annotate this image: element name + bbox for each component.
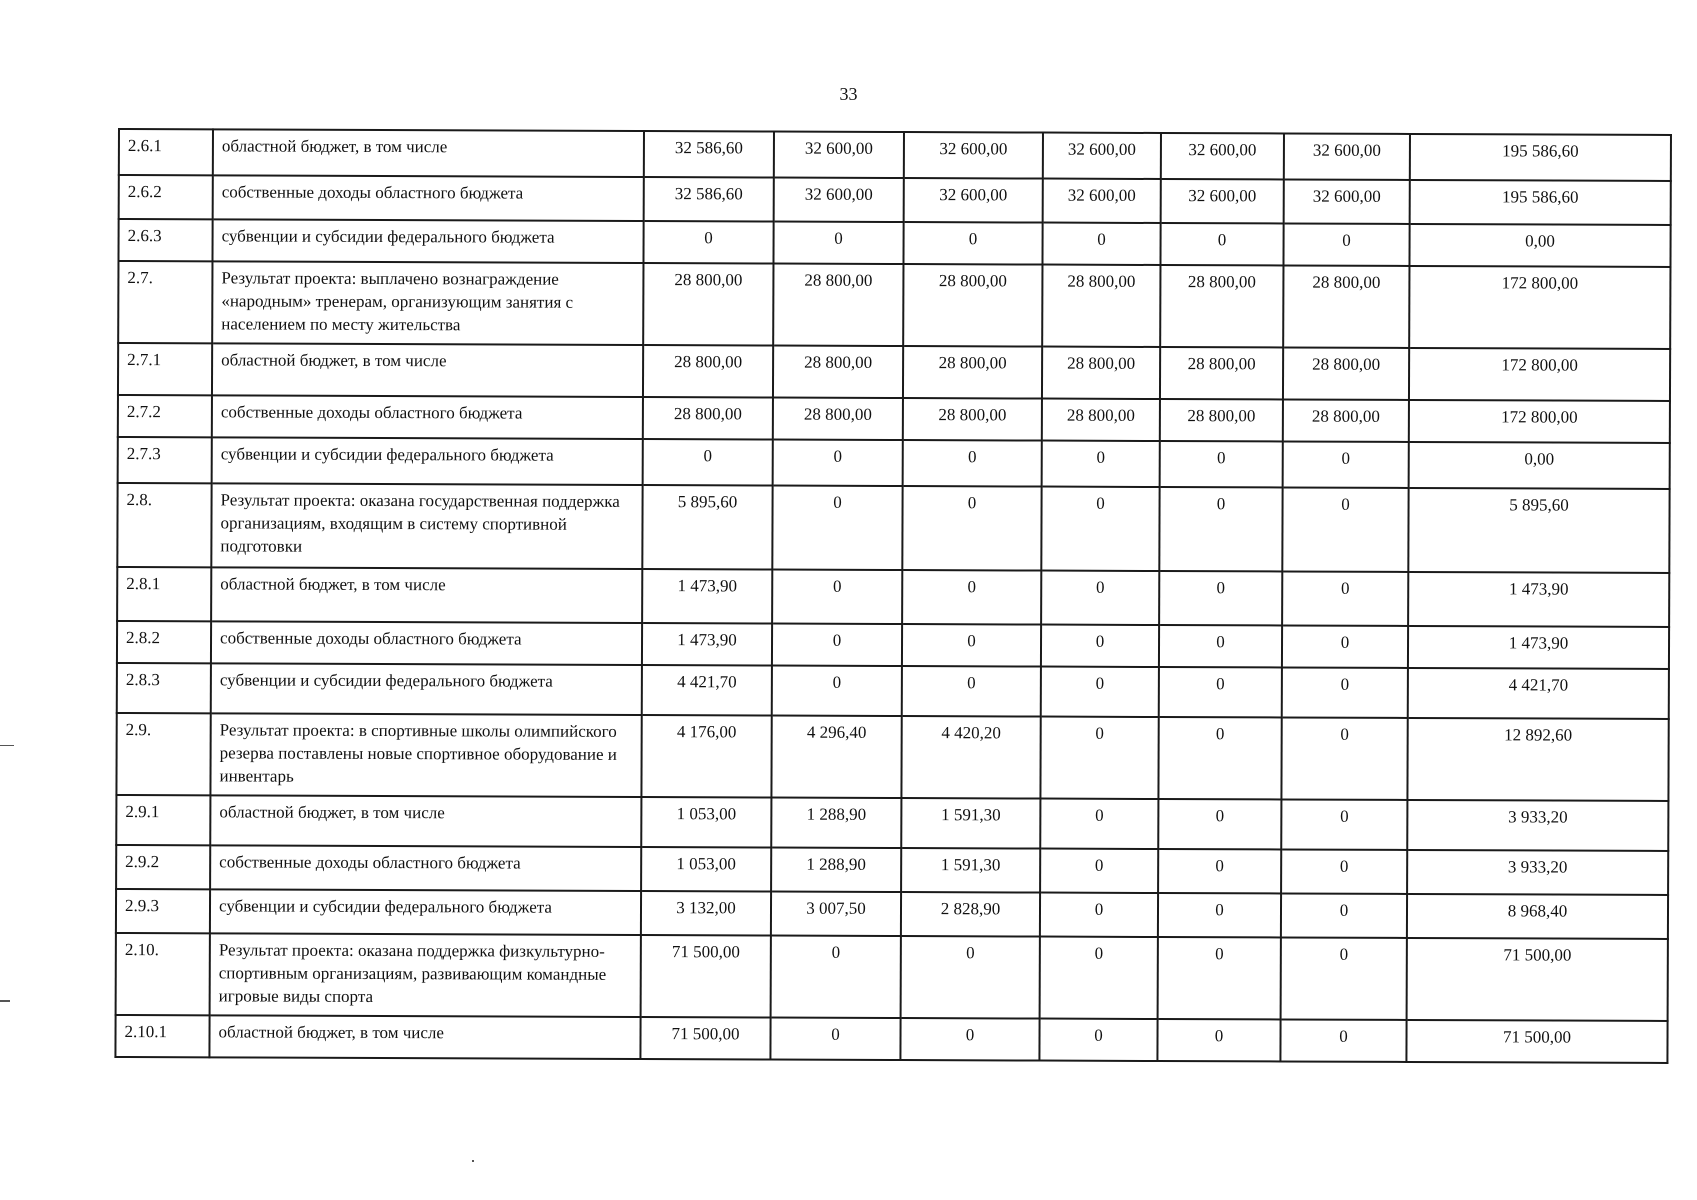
row-value: 28 800,00 [1283, 347, 1409, 399]
budget-table [114, 128, 1672, 1064]
row-value: 0 [772, 624, 902, 666]
table-row [118, 261, 1670, 349]
row-description: Результат проекта: выплачено вознаграждение «народным» тренерам, организующим занятия с населением по месту жительства [212, 261, 643, 345]
row-total-value: 0,00 [1409, 224, 1670, 267]
row-value: 32 600,00 [904, 132, 1043, 179]
row-value: 0 [1158, 893, 1281, 937]
row-value: 32 586,60 [644, 131, 774, 177]
row-code: 2.6.2 [119, 175, 213, 219]
row-description: Результат проекта: в спортивные школы олимпийского резерва поставлены новые спортивное оборудование и инвентарь [210, 713, 641, 797]
row-code: 2.8. [117, 483, 211, 567]
row-value: 1 591,30 [901, 798, 1040, 849]
row-value: 0 [902, 666, 1041, 717]
row-value: 0 [1282, 571, 1408, 625]
row-value: 0 [1041, 571, 1159, 625]
row-value: 71 500,00 [641, 935, 771, 1017]
row-value: 0 [772, 666, 902, 716]
table-row [116, 713, 1668, 801]
row-value: 0 [772, 570, 902, 624]
row-value: 28 800,00 [773, 398, 903, 440]
row-description: собственные доходы областного бюджета [211, 621, 642, 665]
row-code: 2.7. [118, 261, 212, 343]
row-value: 0 [1039, 1019, 1157, 1061]
row-value: 0 [902, 624, 1041, 667]
row-value: 28 800,00 [1042, 399, 1160, 441]
page-number: 33 [839, 84, 858, 104]
row-value: 28 800,00 [1160, 399, 1283, 441]
row-description: областной бюджет, в том числе [213, 129, 644, 177]
row-value: 0 [1283, 223, 1409, 265]
row-value: 0 [1282, 667, 1408, 717]
row-value: 0 [770, 1018, 900, 1060]
row-code: 2.8.2 [117, 621, 211, 663]
row-value: 0 [1280, 1019, 1406, 1061]
row-value: 71 500,00 [640, 1017, 770, 1059]
row-code: 2.10.1 [115, 1015, 209, 1057]
row-value: 0 [1281, 717, 1407, 799]
row-value: 0 [1040, 717, 1158, 799]
row-value: 0 [1281, 799, 1407, 849]
row-total-value: 195 586,60 [1410, 180, 1671, 225]
row-value: 0 [1042, 223, 1160, 265]
row-total-value: 4 421,70 [1408, 668, 1669, 719]
scan-mark [472, 1160, 474, 1162]
row-code: 2.6.1 [119, 129, 213, 175]
row-value: 0 [1159, 571, 1282, 625]
row-value: 0 [643, 439, 773, 485]
row-value: 28 800,00 [773, 264, 903, 346]
row-description: собственные доходы областного бюджета [213, 175, 644, 221]
table-row [117, 567, 1669, 627]
row-code: 2.7.1 [118, 343, 212, 395]
row-value: 0 [902, 486, 1041, 571]
row-value: 0 [1159, 667, 1282, 717]
table-row [116, 845, 1668, 895]
row-total-value: 172 800,00 [1409, 348, 1670, 401]
table-row [119, 175, 1671, 225]
row-value: 32 600,00 [1161, 179, 1284, 223]
row-value: 28 800,00 [643, 397, 773, 439]
table-row [116, 795, 1668, 851]
row-value: 28 800,00 [773, 346, 903, 398]
row-value: 0 [1282, 487, 1408, 571]
row-value: 0 [1281, 937, 1407, 1019]
row-value: 1 473,90 [642, 569, 772, 623]
row-value: 0 [1160, 441, 1283, 487]
row-value: 0 [903, 440, 1042, 487]
row-value: 0 [1283, 441, 1409, 487]
row-value: 32 600,00 [1284, 179, 1410, 223]
row-value: 32 600,00 [1284, 133, 1410, 179]
row-value: 1 591,30 [901, 848, 1040, 893]
table-row [118, 219, 1670, 267]
row-value: 0 [1041, 487, 1159, 571]
row-description: субвенции и субсидии федерального бюджета [212, 219, 643, 263]
row-value: 1 288,90 [771, 798, 901, 848]
row-value: 28 800,00 [1042, 347, 1160, 399]
row-value: 0 [643, 221, 773, 263]
row-code: 2.7.2 [118, 395, 212, 437]
row-value: 28 800,00 [1160, 347, 1283, 399]
row-description: собственные доходы областного бюджета [210, 845, 641, 891]
table-row [116, 889, 1668, 939]
row-total-value: 172 800,00 [1409, 400, 1670, 443]
row-value: 0 [772, 486, 902, 570]
row-value: 28 800,00 [903, 346, 1042, 399]
row-description: областной бюджет, в том числе [211, 567, 642, 623]
row-value: 3 007,50 [771, 892, 901, 936]
row-total-value: 3 933,20 [1407, 800, 1668, 851]
row-value: 0 [1281, 893, 1407, 937]
row-value: 0 [903, 222, 1042, 265]
row-description: областной бюджет, в том числе [209, 1015, 640, 1059]
table-row [119, 129, 1671, 181]
row-value: 0 [1040, 893, 1158, 937]
row-value: 0 [1159, 487, 1282, 571]
row-description: областной бюджет, в том числе [210, 795, 641, 847]
row-value: 1 473,90 [642, 623, 772, 665]
row-value: 4 296,40 [771, 716, 901, 798]
row-value: 0 [773, 222, 903, 264]
row-value: 0 [900, 1018, 1039, 1061]
row-description: областной бюджет, в том числе [212, 343, 643, 397]
row-value: 28 800,00 [643, 345, 773, 397]
row-value: 32 600,00 [904, 178, 1043, 223]
row-total-value: 8 968,40 [1407, 894, 1668, 939]
row-value: 28 800,00 [903, 264, 1042, 347]
budget-table-sheet [114, 128, 1670, 1064]
row-code: 2.9.2 [116, 845, 210, 889]
row-total-value: 0,00 [1409, 442, 1670, 489]
row-value: 32 600,00 [774, 178, 904, 222]
row-description: Результат проекта: оказана государственная поддержка организациям, входящим в систему спортивной подготовки [211, 483, 642, 569]
table-row [115, 1015, 1667, 1063]
row-code: 2.9. [116, 713, 210, 795]
row-total-value: 195 586,60 [1410, 134, 1671, 181]
table-row [118, 343, 1670, 401]
row-code: 2.9.1 [116, 795, 210, 845]
row-total-value: 1 473,90 [1408, 572, 1669, 627]
row-code: 2.9.3 [116, 889, 210, 933]
row-value: 0 [1158, 849, 1281, 893]
row-value: 3 132,00 [641, 891, 771, 935]
row-value: 32 600,00 [1043, 179, 1161, 223]
row-value: 4 421,70 [642, 665, 772, 715]
row-value: 0 [1159, 625, 1282, 667]
row-value: 0 [1041, 625, 1159, 667]
row-value: 0 [1040, 849, 1158, 893]
table-row [118, 395, 1670, 443]
row-code: 2.8.1 [117, 567, 211, 621]
row-value: 1 053,00 [641, 797, 771, 847]
row-value: 0 [1282, 625, 1408, 667]
row-value: 1 288,90 [771, 848, 901, 892]
row-total-value: 12 892,60 [1407, 718, 1668, 801]
scan-mark [0, 745, 14, 746]
table-row [117, 483, 1669, 573]
row-value: 0 [1040, 937, 1158, 1019]
row-total-value: 172 800,00 [1409, 266, 1670, 349]
row-value: 5 895,60 [642, 485, 772, 569]
row-value: 0 [771, 936, 901, 1018]
row-value: 28 800,00 [1283, 265, 1409, 347]
row-total-value: 1 473,90 [1408, 626, 1669, 669]
row-value: 4 176,00 [641, 715, 771, 797]
row-value: 28 800,00 [903, 398, 1042, 441]
row-value: 0 [1281, 849, 1407, 893]
row-value: 0 [902, 570, 1041, 625]
row-description: собственные доходы областного бюджета [212, 395, 643, 439]
row-description: субвенции и субсидии федерального бюджета [211, 663, 642, 715]
row-description: субвенции и субсидии федерального бюджета [210, 889, 641, 935]
row-description: субвенции и субсидии федерального бюджета [212, 437, 643, 485]
row-value: 28 800,00 [1160, 265, 1283, 347]
row-code: 2.6.3 [118, 219, 212, 261]
table-row [117, 663, 1669, 719]
row-value: 32 600,00 [774, 132, 904, 178]
table-row [117, 621, 1669, 669]
row-total-value: 71 500,00 [1406, 1020, 1667, 1063]
row-value: 2 828,90 [901, 892, 1040, 937]
row-total-value: 3 933,20 [1407, 850, 1668, 895]
row-value: 0 [1158, 937, 1281, 1019]
table-row [118, 437, 1670, 489]
row-value: 32 600,00 [1043, 133, 1161, 179]
row-code: 2.7.3 [118, 437, 212, 483]
row-description: Результат проекта: оказана поддержка физкультурно-спортивным организациям, развивающим командные игровые виды спорта [210, 933, 641, 1017]
row-value: 0 [1041, 667, 1159, 717]
row-value: 4 420,20 [901, 716, 1040, 799]
row-total-value: 5 895,60 [1408, 488, 1669, 573]
table-row [116, 933, 1668, 1021]
row-value: 0 [1042, 441, 1160, 487]
row-value: 0 [773, 440, 903, 486]
row-value: 0 [1157, 1019, 1280, 1061]
row-value: 0 [1040, 799, 1158, 849]
row-value: 0 [901, 936, 1040, 1019]
row-code: 2.8.3 [117, 663, 211, 713]
row-value: 28 800,00 [1283, 399, 1409, 441]
row-value: 28 800,00 [1042, 265, 1160, 347]
row-value: 32 600,00 [1161, 133, 1284, 179]
row-total-value: 71 500,00 [1407, 938, 1668, 1021]
row-value: 32 586,60 [644, 177, 774, 221]
row-value: 0 [1160, 223, 1283, 265]
row-code: 2.10. [116, 933, 210, 1015]
row-value: 1 053,00 [641, 847, 771, 891]
row-value: 28 800,00 [643, 263, 773, 345]
row-value: 0 [1158, 799, 1281, 849]
scan-mark [0, 1000, 10, 1002]
table-body [115, 129, 1671, 1063]
row-value: 0 [1158, 717, 1281, 799]
